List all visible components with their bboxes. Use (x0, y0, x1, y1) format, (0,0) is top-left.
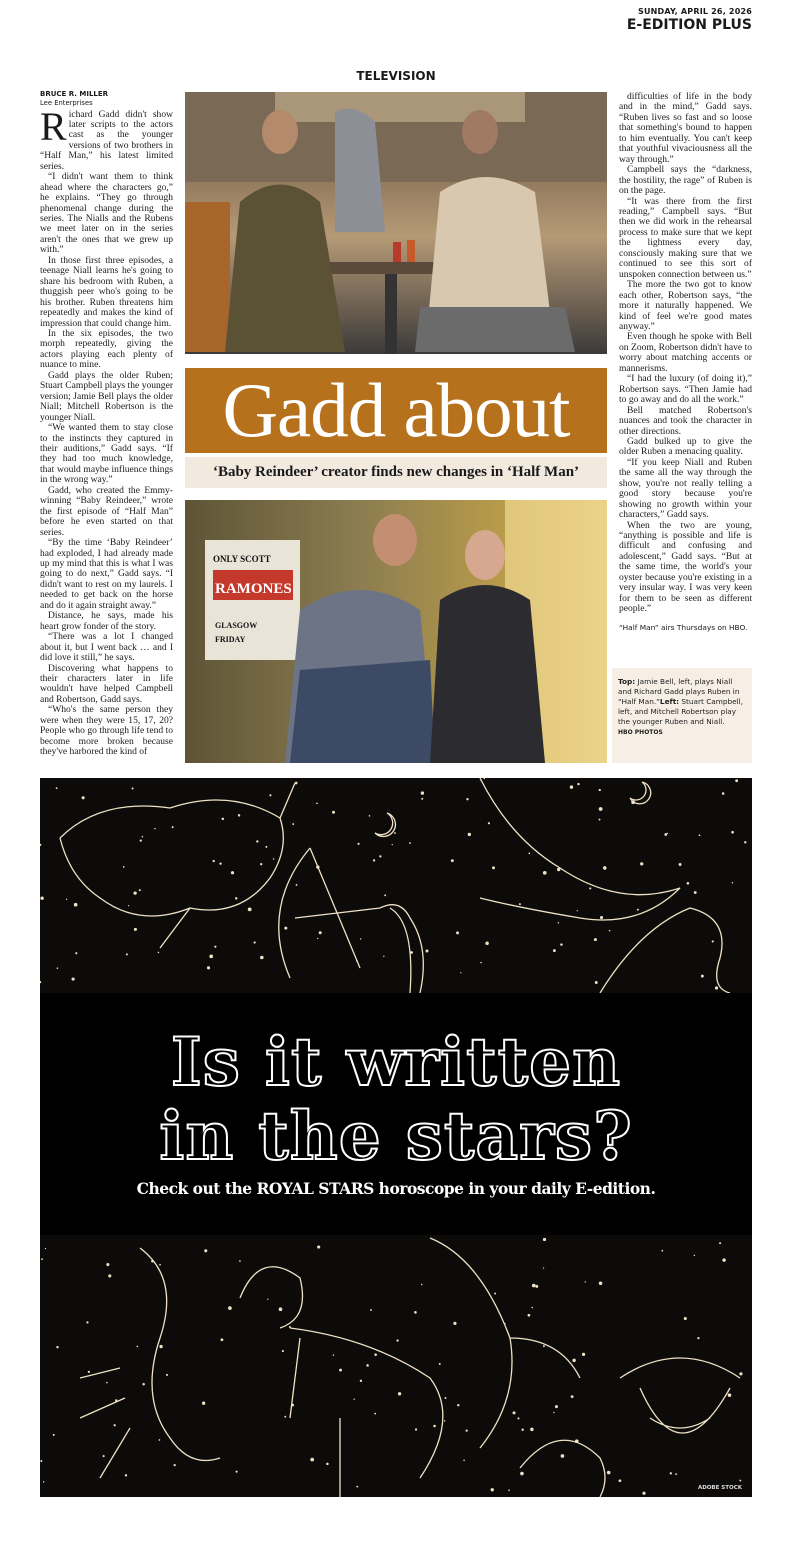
star-dot (392, 844, 393, 845)
star-dot (684, 1317, 687, 1320)
article-paragraph (40, 103, 173, 173)
caption-top-text: Jamie Bell, left, plays Niall and Richard Gadd plays Ruben in “Half Man.” (618, 677, 740, 706)
star-dot (239, 1260, 241, 1262)
airs-tagline: “Half Man” airs Thursdays on HBO. (619, 622, 748, 632)
star-dot (256, 840, 258, 842)
star-dot (535, 1285, 538, 1288)
star-dot (595, 981, 598, 984)
star-dot (453, 1322, 456, 1325)
star-dot (466, 798, 468, 800)
star-dot (451, 859, 454, 862)
poster-text: ONLY SCOTT (213, 554, 271, 564)
star-dot (265, 846, 267, 848)
star-dot (260, 956, 264, 960)
star-dot (599, 1282, 603, 1286)
article-paragraph (40, 256, 173, 329)
star-dot (221, 1338, 224, 1341)
star-dot (370, 1309, 372, 1311)
star-dot (40, 844, 41, 846)
star-dot (254, 941, 256, 943)
star-dot (585, 1281, 586, 1282)
star-dot (369, 815, 371, 817)
photo-illustration (185, 500, 607, 763)
star-dot (553, 949, 556, 952)
ad-subline: Check out the ROYAL STARS horoscope in your daily E-edition. (136, 1179, 656, 1198)
star-dot (41, 1258, 43, 1260)
star-dot (504, 1323, 506, 1325)
poster-text: FRIDAY (215, 635, 246, 644)
star-dot (88, 1371, 90, 1373)
ad-credit: ADOBE STOCK (697, 1485, 742, 1491)
paragraph-text: Gadd plays the older Ruben; Stuart Campbell plays the younger version; Jamie Bell plays the older Niall; Mitchell Robertson is the younger Niall. (40, 369, 173, 423)
article-paragraph (619, 374, 752, 405)
star-dot (589, 887, 591, 889)
star-dot (360, 1380, 362, 1382)
star-dot (396, 1339, 398, 1341)
star-dot (675, 1473, 677, 1475)
star-dot (136, 1346, 138, 1348)
archer-drawing (279, 848, 424, 993)
article-paragraph (40, 538, 173, 611)
subheadline: ‘Baby Reindeer’ creator finds new changes in ‘Half Man’ (185, 457, 607, 488)
star-dot (159, 1264, 161, 1266)
star-dot (445, 1397, 447, 1399)
star-dot (126, 953, 128, 955)
article-paragraph (619, 437, 752, 458)
star-dot (357, 843, 359, 845)
star-dot (607, 1471, 611, 1475)
ram-drawing (240, 1267, 443, 1497)
article-paragraph (40, 632, 173, 663)
star-dot (521, 1429, 523, 1431)
star-dot (667, 833, 668, 834)
star-dot (374, 1413, 376, 1415)
star-dot (594, 938, 597, 941)
ad-headline-line2: in the stars? (159, 1097, 633, 1175)
star-dot (154, 828, 155, 829)
star-dot (103, 1455, 105, 1457)
byline-org: Lee Enterprises (40, 98, 93, 107)
horoscope-ad[interactable] (40, 778, 752, 1497)
article-paragraph (619, 406, 752, 437)
star-dot (699, 834, 701, 836)
star-dot (106, 1263, 109, 1266)
star-dot (701, 975, 704, 978)
star-dot (222, 818, 224, 820)
paragraph-text: Even though he spoke with Bell on Zoom, Robertson didn't have to worry about matching accents or mannerisms. (619, 331, 752, 374)
paragraph-text: “I had the luxury (of doing it),” Robertson says. “Then Jamie had to go away and do all the work.” (619, 373, 752, 406)
star-dot (228, 1306, 232, 1310)
star-dot (603, 866, 607, 870)
star-dot (214, 946, 216, 948)
star-dot (694, 1255, 695, 1256)
star-dot (158, 952, 160, 954)
article-paragraph (40, 705, 173, 757)
star-dot (600, 916, 603, 919)
star-dot (557, 868, 560, 871)
paragraph-text: Gadd bulked up to give the older Ruben a menacing quality. (619, 435, 752, 458)
star-dot (609, 930, 611, 932)
star-dot (463, 1459, 465, 1461)
star-dot (543, 1267, 544, 1268)
star-dot (631, 800, 635, 804)
star-dot (517, 1417, 519, 1419)
star-dot (142, 1383, 144, 1385)
star-dot (555, 1405, 558, 1408)
top-photo (185, 92, 607, 354)
article-paragraph (619, 332, 752, 374)
star-dot (468, 833, 471, 836)
star-dot (236, 1471, 238, 1473)
star-dot (310, 1458, 314, 1462)
star-dot (106, 1382, 108, 1384)
star-dot (715, 986, 718, 989)
star-dot (289, 1326, 291, 1328)
star-dot (115, 1399, 117, 1401)
star-dot (735, 779, 738, 782)
star-dot (267, 1299, 268, 1300)
star-dot (619, 1479, 622, 1482)
star-dot (151, 1260, 154, 1263)
star-dot (480, 962, 482, 964)
star-dot (694, 891, 697, 894)
star-dot (356, 960, 358, 962)
star-dot (560, 943, 562, 945)
star-dot (528, 1314, 531, 1317)
ad-headline-line1: Is it written (170, 1023, 622, 1101)
star-dot (123, 866, 125, 868)
star-dot (732, 882, 733, 883)
star-dot (57, 967, 59, 969)
article-paragraph (40, 423, 173, 486)
paragraph-text: Distance, he says, made his heart grow fonder of the story. (40, 610, 173, 632)
paragraph-text: difficulties of life in the body and in the mind,” Gadd says. “Ruben lives so fast and so loose that something's bound to happen to him eventually. You can't keep that youthful vivaciousness all the way through.” (619, 91, 752, 165)
paragraph-text: “If you keep Niall and Ruben the same all the way through the show, you're not really telling a good story because you're showing no growth within your characters,” Gadd says. (619, 456, 752, 521)
star-dot (577, 783, 579, 785)
star-dot (457, 1404, 459, 1406)
star-dot (513, 1411, 516, 1414)
star-dot (575, 1439, 579, 1443)
star-dot (739, 1480, 741, 1482)
star-dot (426, 950, 429, 953)
star-dot (519, 903, 521, 905)
paragraph-text: In the six episodes, the two morph repeatedly, giving the actors playing each plenty of nuance to mine. (40, 328, 173, 371)
star-dot (553, 1412, 554, 1413)
article-paragraph (40, 329, 173, 371)
star-dot (128, 905, 129, 906)
star-dot (75, 952, 77, 954)
star-dot (202, 1402, 205, 1405)
fish-drawing (430, 1238, 580, 1448)
star-dot (108, 1274, 111, 1277)
star-dot (219, 862, 221, 864)
caption-top-label: Top: (618, 677, 636, 686)
star-dot (260, 863, 262, 865)
star-dot (491, 1488, 494, 1491)
star-dot (456, 931, 459, 934)
star-dot (209, 955, 213, 959)
star-dot (444, 1420, 445, 1421)
paragraph-text: ichard Gadd didn't show later scripts to the actors cast as the younger versions of two brothers in “Half Man,” his latest limited series. (40, 108, 173, 172)
star-dot (282, 1350, 284, 1352)
caption-left-label: Left: (659, 697, 680, 706)
star-dot (433, 1425, 436, 1428)
star-dot (356, 1486, 358, 1488)
star-dot (582, 1353, 585, 1356)
star-dot (719, 1242, 721, 1244)
star-dot (670, 1472, 672, 1474)
star-dot (558, 922, 559, 923)
article-paragraph (40, 172, 173, 256)
photo-credit: HBO PHOTOS (618, 729, 663, 736)
star-dot (284, 1416, 286, 1418)
paragraph-text: “We wanted them to stay close to the instincts they captured in their auditions,” Gadd says. “If they had too much knowledge, that would maybe influence things in the wrong way.” (40, 422, 173, 486)
star-dot (379, 855, 381, 857)
star-dot (40, 896, 43, 899)
star-dot (291, 1404, 294, 1407)
poster-text: RAMONES (215, 581, 292, 597)
star-dot (231, 871, 234, 874)
star-dot (421, 1284, 422, 1285)
star-dot (172, 826, 174, 828)
bull-drawing (60, 783, 295, 948)
star-dot (353, 1398, 354, 1399)
article-paragraph (619, 521, 752, 615)
article-column-left (40, 90, 173, 758)
star-dot (572, 1359, 575, 1362)
star-dot (410, 951, 413, 954)
star-dot (599, 807, 603, 811)
star-dot (543, 1345, 545, 1347)
photo-caption (612, 668, 752, 763)
star-dot (238, 814, 240, 816)
poster-text: GLASGOW (215, 621, 258, 630)
star-dot (571, 1395, 574, 1398)
star-dot (326, 1463, 329, 1466)
star-dot (339, 1369, 342, 1372)
star-dot (174, 1464, 176, 1466)
star-dot (133, 892, 136, 895)
article-paragraph (40, 486, 173, 538)
star-dot (687, 882, 690, 885)
star-dot (642, 1492, 645, 1495)
star-dot (366, 1364, 369, 1367)
star-dot (140, 840, 142, 842)
star-dot (332, 811, 335, 814)
star-dot (159, 1345, 162, 1348)
star-dot (292, 823, 294, 825)
article-column-right (619, 92, 752, 632)
star-dot (333, 1354, 334, 1355)
star-dot (679, 863, 682, 866)
star-dot (269, 794, 271, 796)
star-dot (74, 903, 78, 907)
star-dot (319, 931, 322, 934)
star-dot (460, 972, 461, 973)
byline: BRUCE R. MILLER (40, 90, 109, 98)
paragraph-text: In those first three episodes, a teenage Niall learns he's going to share his bedroom with Ruben, a thuggish peer who's going to be his brother. Ruben threatens him repeatedly and makes the kind of impression that could change him. (40, 254, 173, 329)
star-dot (374, 1353, 377, 1356)
paragraph-text: Campbell says the “darkness, the hostility, the rage” of Ruben is on the page. (619, 164, 752, 197)
star-dot (40, 1460, 42, 1462)
star-dot (697, 1337, 699, 1339)
star-dot (139, 889, 141, 891)
star-dot (415, 1428, 417, 1430)
star-dot (207, 966, 210, 969)
star-dot (488, 822, 490, 824)
article-paragraph (619, 92, 752, 165)
star-dot (316, 865, 319, 868)
star-dot (640, 862, 643, 865)
star-dot (296, 884, 298, 886)
star-dot (728, 1393, 732, 1397)
star-dot (421, 798, 423, 800)
star-dot (739, 1372, 742, 1375)
star-dot (53, 1434, 55, 1436)
star-dot (520, 1472, 524, 1476)
star-dot (384, 894, 386, 896)
star-dot (398, 1392, 401, 1395)
star-dot (204, 1249, 207, 1252)
star-dot (599, 819, 601, 821)
star-dot (360, 938, 361, 939)
article-paragraph (40, 664, 173, 706)
star-dot (72, 977, 75, 980)
article-paragraph (619, 458, 752, 521)
article-paragraph (40, 371, 173, 423)
scorpion-drawing (80, 1248, 220, 1478)
star-dot (599, 789, 601, 791)
lion-drawing (600, 908, 730, 993)
star-dot (492, 866, 495, 869)
issue-date: SUNDAY, APRIL 26, 2026 (637, 7, 752, 16)
star-dot (439, 1363, 441, 1365)
article-paragraph (619, 165, 752, 196)
paragraph-text: “It was there from the first reading,” Campbell says. “But then we did work in the rehearsal process to make sure that we kept the lightness every day, consciously making sure that we continued to see this sort of unspoken connection between us.” (619, 195, 752, 280)
star-dot (86, 1321, 88, 1323)
article-paragraph (40, 611, 173, 632)
article-paragraph (619, 197, 752, 281)
paragraph-text: The more the two got to know each other, Robertson says, “the more it naturally happened. We kind of feel we're good mates anyway.” (619, 279, 752, 332)
star-dot (712, 940, 714, 942)
article-paragraph (619, 280, 752, 332)
star-dot (577, 910, 578, 911)
star-dot (40, 981, 41, 983)
star-dot (661, 1250, 663, 1252)
paragraph-text: Gadd, who created the Emmy-winning “Baby Reindeer,” wrote the first episode of “Half Man” before he even started on that series. (40, 484, 173, 538)
star-dot (570, 785, 573, 788)
caption-left-text: Stuart Campbell, left, and Mitchell Robertson play the younger Ruben and Niall. (618, 697, 743, 726)
star-dot (45, 1248, 46, 1249)
ad-text-band (40, 993, 752, 1235)
star-dot (132, 787, 134, 789)
star-dot (528, 853, 530, 855)
bull-head-drawing (620, 1358, 740, 1433)
star-dot (409, 842, 411, 844)
star-dot (56, 1346, 58, 1348)
star-dot (722, 1258, 725, 1261)
paragraph-text: “Who's the same person they were when they were 15, 17, 20? People who go through life tend to become more broken because they've harbored the kind of (40, 704, 173, 758)
star-dot (125, 1474, 127, 1476)
paragraph-text: “By the time ‘Baby Reindeer’ had exploded, I had already made up my mind that this is what I was going to do next,” Gadd says. “I didn't want to rest on my laurels. I needed to get back on the horse and do it again straight away.” (40, 537, 173, 611)
star-dot (317, 938, 318, 939)
star-dot (485, 942, 489, 946)
star-dot (531, 1307, 533, 1309)
star-dot (532, 1284, 536, 1288)
figure-drawing (480, 778, 680, 920)
star-dot (373, 859, 375, 861)
star-dot (722, 792, 725, 795)
photo-illustration (185, 92, 607, 354)
paragraph-text: Discovering what happens to their characters later in life wouldn't have helped Campbell and Robertson, Gadd says. (40, 662, 173, 705)
star-dot (56, 787, 58, 789)
star-dot (142, 836, 144, 838)
star-dot (731, 831, 734, 834)
star-dot (508, 1489, 510, 1491)
star-dot (480, 780, 481, 781)
star-dot (273, 858, 274, 859)
star-dot (43, 1481, 44, 1482)
star-dot (159, 1439, 161, 1441)
drop-cap: R (40, 103, 67, 149)
star-dot (421, 791, 424, 794)
paragraph-text: “There was a lot I changed about it, but I went back … and I did love it still,” he says. (40, 631, 173, 664)
bottom-photo (185, 500, 607, 763)
star-dot (466, 1430, 468, 1432)
section-label: TELEVISION (356, 69, 436, 83)
star-dot (114, 1424, 116, 1426)
moon-icon (375, 813, 395, 836)
star-dot (134, 928, 137, 931)
star-dot (317, 1245, 320, 1248)
paragraph-text: “I didn't want them to think ahead where the characters go,” he explains. “They go through phenomenal change during the series. The Nialls and the Rubens we meet later on in the series aren't the ones that we grew up with.” (40, 171, 173, 256)
star-dot (248, 907, 252, 911)
edition-title: E-EDITION PLUS (626, 17, 752, 33)
star-dot (235, 897, 237, 899)
star-dot (414, 1311, 417, 1314)
star-dot (530, 1428, 533, 1431)
star-dot (213, 860, 215, 862)
headline: Gadd about (185, 368, 607, 453)
star-dot (637, 909, 639, 911)
hair-figure-drawing (520, 1440, 605, 1497)
star-dot (561, 1454, 565, 1458)
paragraph-text: Bell matched Robertson's nuances and took the character in other directions. (619, 404, 752, 437)
star-dot (166, 1374, 168, 1376)
star-dot (82, 796, 85, 799)
paragraph-text: When the two are young, “anything is possible and life is difficult and confusing and adolescent,” Gadd says. “But at the same time, the world's your oyster because you're existing in a very insular way. I was very keen for them to be seen as different people.” (619, 519, 752, 615)
star-dot (316, 802, 318, 804)
star-dot (279, 1307, 283, 1311)
star-dot (295, 782, 298, 785)
star-dot (543, 1238, 546, 1241)
star-dot (484, 778, 485, 779)
star-dot (394, 832, 396, 834)
star-dot (383, 956, 384, 957)
star-dot (744, 841, 746, 843)
star-dot (66, 899, 67, 900)
star-dot (543, 871, 547, 875)
star-dot (284, 927, 287, 930)
star-dot (494, 1293, 496, 1295)
